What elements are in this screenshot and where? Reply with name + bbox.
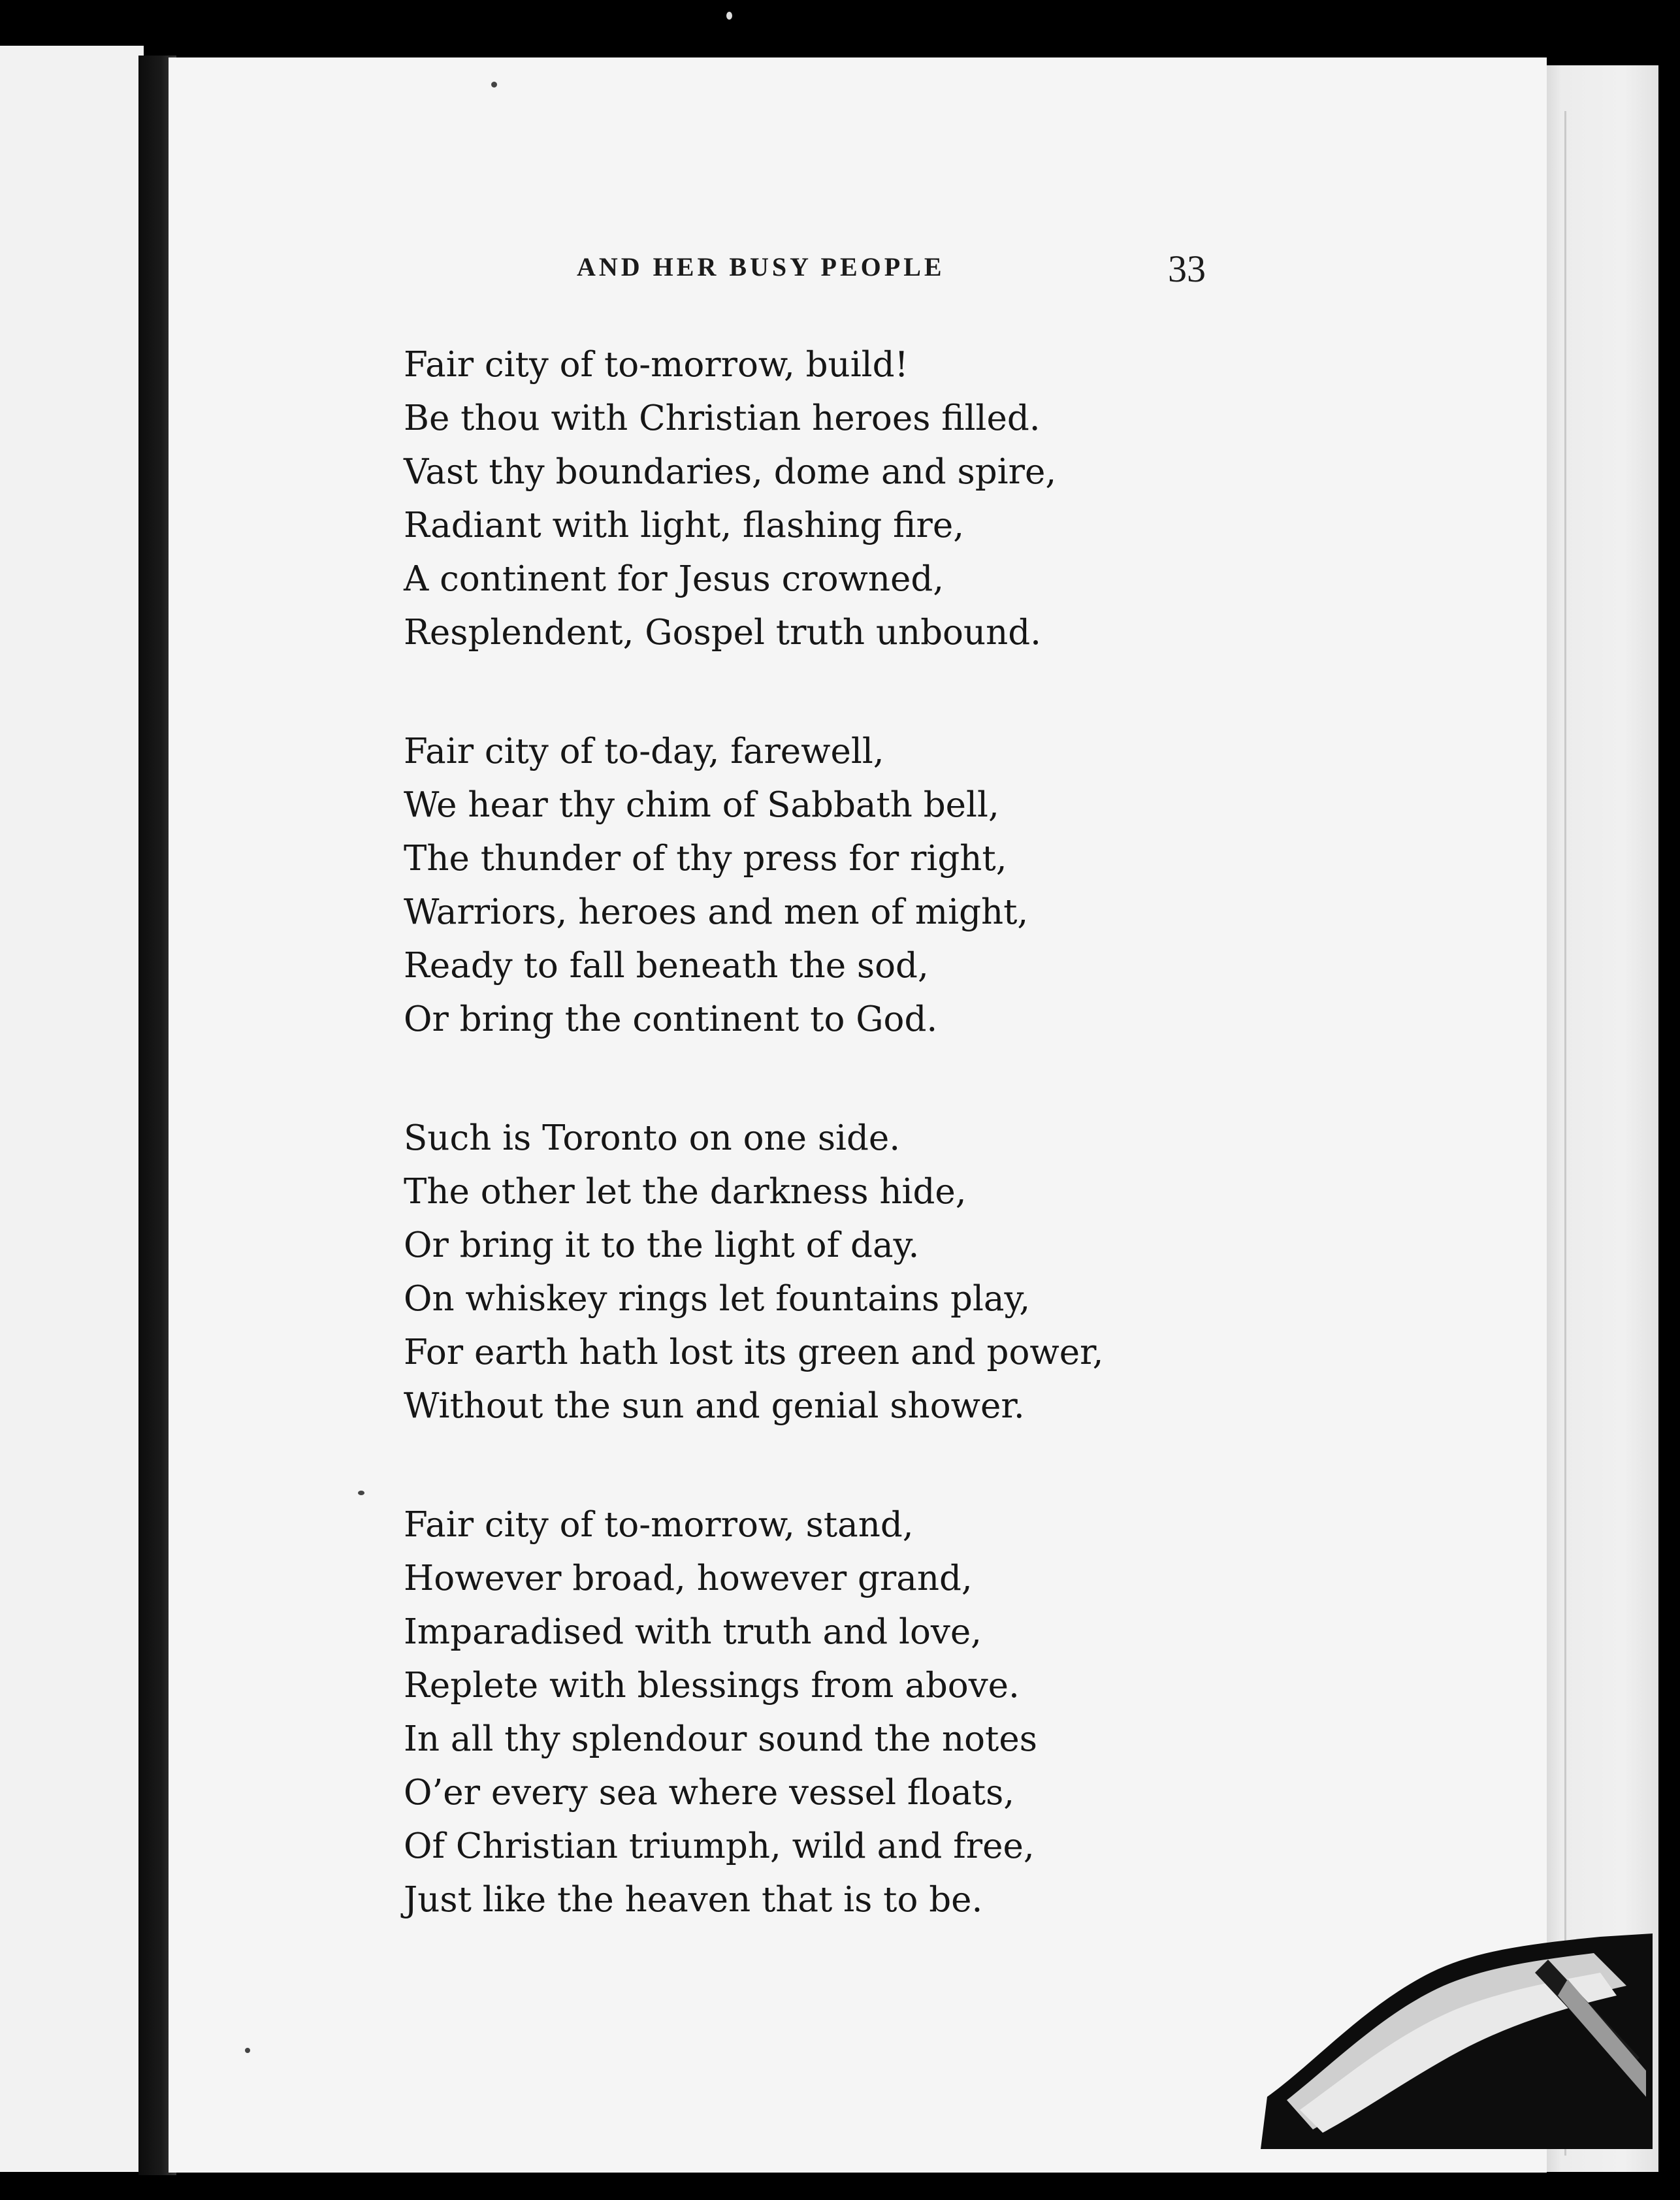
facing-page-edge — [0, 46, 144, 2172]
poem-line: We hear thy chim of Sabbath bell, — [404, 785, 999, 825]
poem-line: Fair city of to-morrow, stand, — [404, 1505, 914, 1545]
stanza — [404, 725, 1187, 1046]
poem-line: Such is Toronto on one side. — [404, 1118, 901, 1158]
scan-speck — [245, 2048, 250, 2053]
stanza — [404, 1498, 1187, 1927]
poem-line: Just like the heaven that is to be. — [404, 1880, 983, 1920]
poem-line: Without the sun and genial shower. — [404, 1386, 1025, 1426]
page-stack-edges — [1542, 65, 1658, 2172]
poem-line: O’er every sea where vessel floats, — [404, 1773, 1015, 1813]
poem-line: The thunder of thy press for right, — [404, 839, 1007, 879]
poem-line: Fair city of to-morrow, build! — [404, 345, 909, 385]
poem-line: A continent for Jesus crowned, — [404, 559, 945, 599]
poem-line: Imparadised with truth and love, — [404, 1612, 982, 1652]
stanza — [404, 338, 1187, 660]
page-edge-line — [1564, 111, 1566, 2156]
poem-line: The other let the darkness hide, — [404, 1172, 967, 1212]
poem-line: Replete with blessings from above. — [404, 1666, 1020, 1706]
poem-line: Radiant with light, flashing fire, — [404, 506, 965, 545]
poem-line: Or bring the continent to God. — [404, 999, 938, 1039]
scan-speck — [491, 82, 497, 88]
running-head: AND HER BUSY PEOPLE — [577, 252, 945, 282]
page-clip-artefact — [1261, 1933, 1653, 2149]
scan-speck — [358, 1491, 364, 1495]
stanza — [404, 1112, 1187, 1433]
poem-line: On whiskey rings let fountains play, — [404, 1279, 1031, 1319]
poem-line: In all thy splendour sound the notes — [404, 1719, 1037, 1759]
poem-line: However broad, however grand, — [404, 1559, 973, 1598]
poem-line: Vast thy boundaries, dome and spire, — [404, 452, 1057, 492]
poem-line: Ready to fall beneath the sod, — [404, 946, 929, 986]
page-number: 33 — [1168, 248, 1206, 290]
poem-line: Be thou with Christian heroes filled. — [404, 398, 1041, 438]
poem — [404, 338, 1187, 1927]
poem-line: Fair city of to-day, farewell, — [404, 732, 884, 771]
scan-speck — [726, 12, 732, 20]
poem-line: Resplendent, Gospel truth unbound. — [404, 613, 1041, 653]
poem-line: Or bring it to the light of day. — [404, 1225, 920, 1265]
poem-line: Of Christian triumph, wild and free, — [404, 1826, 1035, 1866]
poem-line: For earth hath lost its green and power, — [404, 1333, 1104, 1372]
poem-line: Warriors, heroes and men of might, — [404, 892, 1029, 932]
